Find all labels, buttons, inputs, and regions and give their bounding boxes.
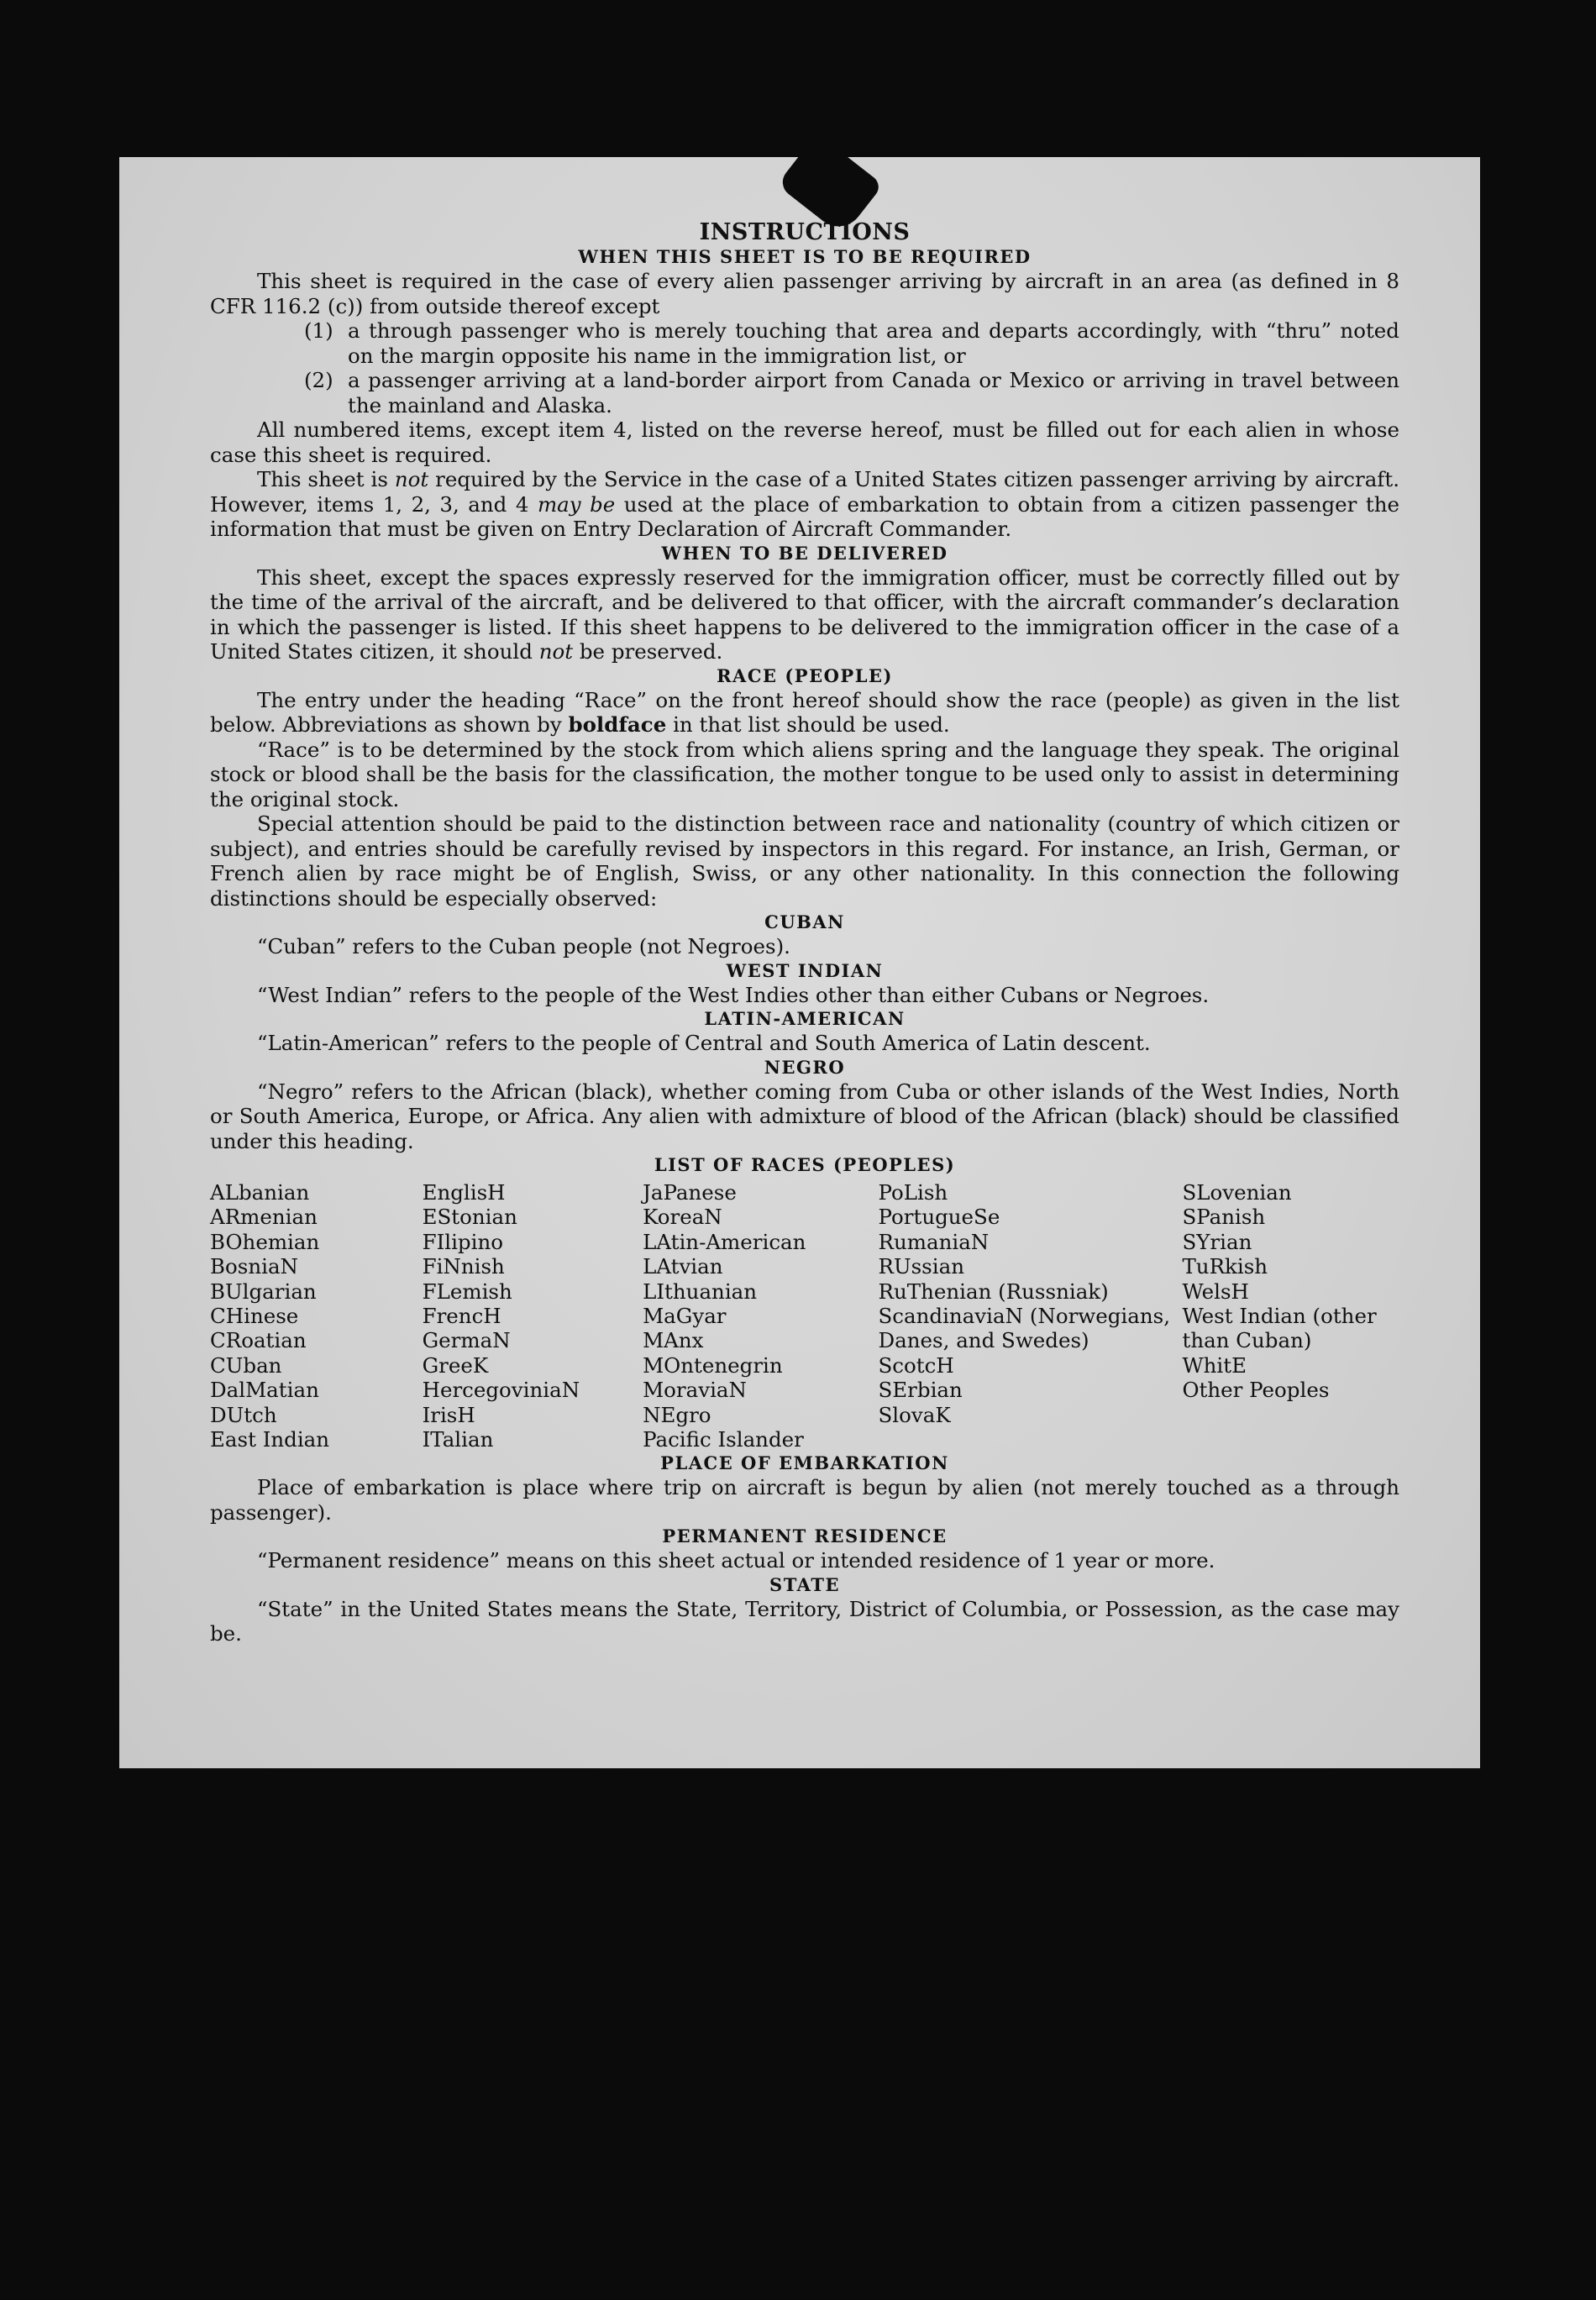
race-item: IrisH [422,1402,475,1427]
definition-title: CUBAN [764,911,845,932]
race-item: EStonian [422,1205,517,1230]
race-item: Other Peoples [1182,1378,1330,1403]
document-sheet [119,157,1480,1768]
race-item: FiNnish [422,1254,505,1279]
section-title-negro: NEGRO [764,1056,846,1078]
section-title-embarkation: PLACE OF EMBARKATION [660,1452,949,1474]
race-item: HercegoviniaN [422,1378,580,1403]
race-item: MOntenegrin [643,1352,783,1378]
race-item: Pacific Islander [643,1427,804,1452]
race-column [1182,1180,1399,1452]
race-item: LAtvian [643,1254,723,1279]
section-title-races-list: LIST OF RACES (PEOPLES) [654,1154,956,1175]
race-item: RuThenian (Russniak) [878,1279,1109,1304]
race-item: SLovenian [1182,1180,1292,1205]
race-item: JaPanese [643,1180,737,1205]
race-item: NEgro [643,1402,711,1427]
race-item: KoreaN [643,1205,722,1230]
paragraph-residence: “Permanent residence” means on this sheet actual or intended residence of 1 year or more. [257,1548,1215,1573]
race-column [423,1180,643,1452]
list-item [304,318,1399,368]
race-item: PoLish [878,1180,948,1205]
paragraph-delivered: This sheet, except the spaces expressly reserved for the immigration officer, must be correctly filled out by the time of the arrival of the aircraft, and be delivered to that officer, with the aircraft commander’s declaration in which the passenger is listed. If this sheet happens to be delivered to the immigration officer in the case of a United States citizen, it should not be preserved. [210,564,1399,664]
race-item: East Indian [210,1427,330,1452]
race-item: BOhemian [210,1229,320,1254]
race-item: GermaN [422,1328,511,1353]
paragraph-citizen: This sheet is not required by the Service in the case of a United States citizen passenger arriving by aircraft. However, items 1, 2, 3, and 4 may be used at the place of embarkation to obtain from a citizen passenger the information that must be given on Entry Declaration of Aircraft Commander. [210,467,1400,541]
section-title-when-delivered: WHEN TO BE DELIVERED [661,542,948,564]
race-item: FLemish [422,1279,512,1304]
race-item: BosniaN [210,1254,298,1279]
race-item: GreeK [422,1352,489,1378]
race-item: DalMatian [210,1378,319,1403]
list-item-number: (1) [304,318,333,343]
race-item: FIlipino [422,1229,503,1254]
definition-title: LATIN-AMERICAN [704,1008,906,1029]
section-title-when-required: WHEN THIS SHEET IS TO BE REQUIRED [578,246,1032,267]
section-title-residence: PERMANENT RESIDENCE [662,1525,948,1547]
race-item: ScotcH [878,1352,954,1378]
race-column [643,1180,878,1452]
paragraph-numbered-items: All numbered items, except item 4, listed on the reverse hereof, must be filled out for each alien in whose case this sheet is required. [210,417,1399,467]
section-title-state: STATE [769,1573,840,1595]
race-item: ScandinaviaN (Norwegians, Danes, and Swedes) [878,1304,1171,1353]
race-item: WhitE [1182,1352,1247,1378]
list-item-text: a passenger arriving at a land-border airport from Canada or Mexico or arriving in travel between the mainland and Alaska. [348,368,1399,417]
race-item: BUlgarian [210,1279,317,1304]
definition-text: “Cuban” refers to the Cuban people (not Negroes). [257,934,790,958]
paragraph-required: This sheet is required in the case of every alien passenger arriving by aircraft in an area (as defined in 8 CFR 116.2 (c)) from outside thereof except [210,269,1399,318]
race-item: EnglisH [422,1180,506,1205]
race-item: LIthuanian [643,1279,758,1304]
race-item: MaGyar [643,1304,727,1329]
race-item: ITalian [422,1427,494,1452]
race-column [210,1180,423,1452]
section-title-race: RACE (PEOPLE) [717,664,893,686]
paragraph-embarkation: Place of embarkation is place where trip on aircraft is begun by alien (not merely touched as a through passenger). [210,1475,1399,1525]
list-item-text: a through passenger who is merely touching that area and departs accordingly, with “thru” noted on the margin opposite his name in the immigration list, or [348,318,1399,368]
list-item-number: (2) [304,368,333,392]
page-title: INSTRUCTIONS [699,219,911,245]
race-item: FrencH [422,1304,501,1329]
paragraph-state: “State” in the United States means the State, Territory, District of Columbia, or Possession, as the case may be. [210,1596,1399,1646]
race-item: RUssian [878,1254,964,1279]
race-item: PortugueSe [878,1205,1000,1230]
paragraph-race-heading: The entry under the heading “Race” on the front hereof should show the race (people) as given in the list below. Abbreviations as shown by boldface in that list should be used. [210,687,1399,737]
race-item: RumaniaN [878,1229,990,1254]
race-column [879,1180,1183,1452]
race-item: DUtch [210,1402,277,1427]
definition-text: “Latin-American” refers to the people of Central and South America of Latin descent. [257,1031,1151,1055]
race-item: SErbian [878,1378,963,1403]
list-item [304,368,1399,417]
race-item: West Indian (other than Cuban) [1182,1304,1377,1353]
race-item: MAnx [643,1328,704,1353]
race-item: ARmenian [210,1205,318,1230]
race-item: SYrian [1182,1229,1252,1254]
race-item: TuRkish [1182,1254,1268,1279]
paragraph-race-nationality: Special attention should be paid to the distinction between race and nationality (country of which citizen or subject), and entries should be carefully revised by inspectors in this regard. For instance, an Irish, German, or French alien by race might be of English, Swiss, or any other nationality. In this connection the following distinctions should be especially observed: [210,811,1399,911]
race-item: LAtin-American [643,1229,806,1254]
race-item: CRoatian [210,1328,307,1353]
race-item: CHinese [210,1304,299,1329]
races-list [210,1180,1399,1452]
race-item: MoraviaN [643,1378,747,1403]
definition-title: WEST INDIAN [726,959,884,981]
race-item: CUban [210,1352,282,1378]
race-item: WelsH [1182,1279,1249,1304]
race-item: SlovaK [878,1402,951,1427]
definition-text: “West Indian” refers to the people of the West Indies other than either Cubans or Negroes. [257,982,1210,1007]
paragraph-race-stock: “Race” is to be determined by the stock from which aliens spring and the language they speak. The original stock or blood shall be the basis for the classification, the mother tongue to be used only to assist in determining the original stock. [210,737,1399,811]
paragraph-negro: “Negro” refers to the African (black), whether coming from Cuba or other islands of the West Indies, North or South America, Europe, or Africa. Any alien with admixture of blood of the African (black) should be classified under this heading. [210,1079,1399,1153]
race-item: ALbanian [210,1180,310,1205]
race-item: SPanish [1182,1205,1266,1230]
